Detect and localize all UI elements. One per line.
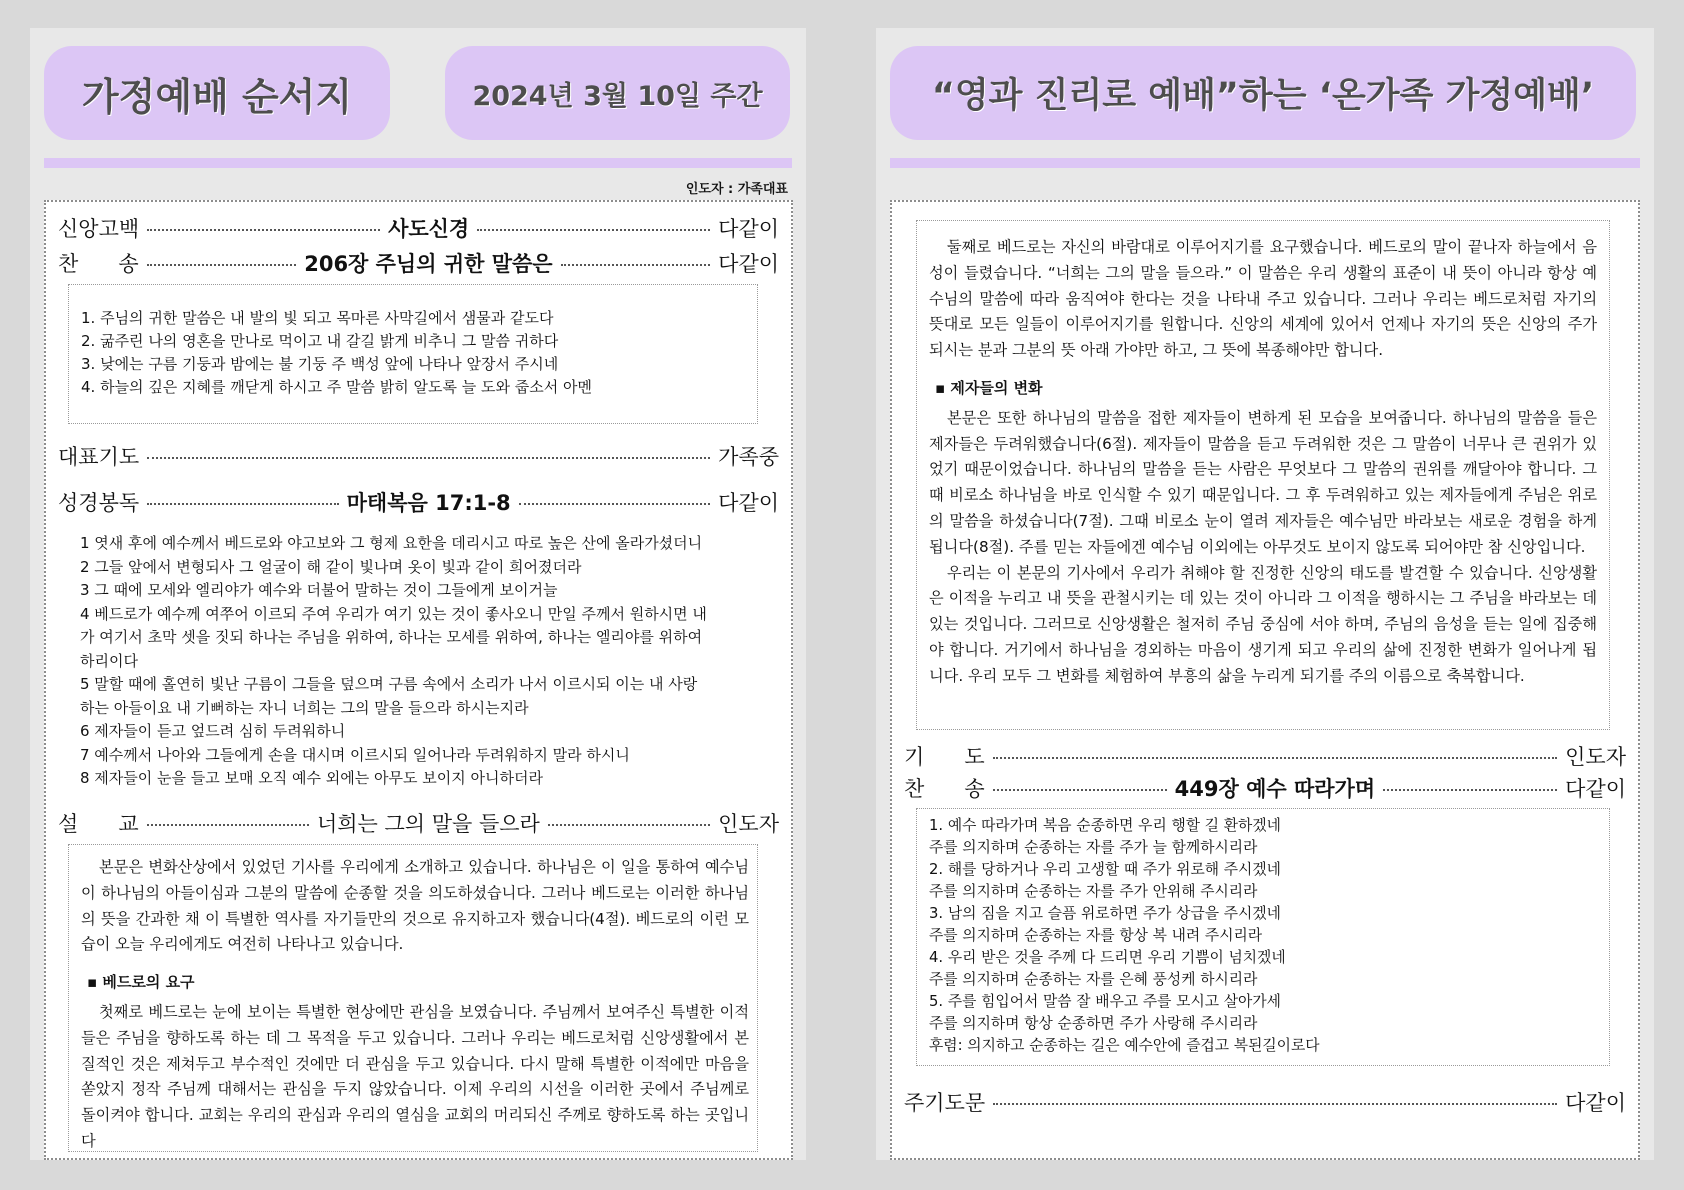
- theme-title: “영과 진리로 예배”하는 ‘온가족 가정예배’: [890, 46, 1636, 140]
- sermon-text-box: [68, 844, 758, 1152]
- order-row-sermon: [58, 807, 779, 839]
- dot-leader: [147, 229, 380, 231]
- order-title: 마태복음 17:1-8: [346, 491, 511, 515]
- order-row-hymn: [904, 772, 1626, 804]
- order-row-prayer: [58, 440, 779, 472]
- right-order-frame: [890, 200, 1640, 1160]
- sermon-intro: 본문은 변화산상에서 있었던 기사를 우리에게 소개하고 있습니다. 하나님은 이 일을 통하여 예수님이 하나님의 아들이심과 그분의 말씀에 순종할 것을 의도하셨습니다. 그러나 베드로는 이러한 하나님의 뜻을 간과한 채 이 특별한 역사를 자기들만의 것으로 유지하고자 했습니다(4절). 베드로의 이런 모습이 오늘 우리에게도 여전히 나타나고 있습니다.: [81, 858, 749, 954]
- order-title: 206장 주님의 귀한 말씀은: [304, 252, 553, 276]
- order-row-lords-prayer: [904, 1086, 1626, 1118]
- verse-line: 6 제자들이 듣고 엎드려 심히 두려워하니: [80, 722, 346, 740]
- dot-leader: [993, 1103, 1557, 1105]
- verse-line: 하리이다: [80, 651, 138, 670]
- order-row-creed: [58, 212, 779, 244]
- verse-line: 가 여기서 초막 셋을 짓되 하나는 주님을 위하여, 하나는 모세를 위하여, 하나는 엘리야를 위하여: [80, 628, 703, 646]
- lyric-line: 2. 굶주린 나의 영혼을 만나로 먹이고 내 갈길 밝게 비추니 그 말씀 귀하다: [81, 332, 559, 350]
- order-label: 찬 송: [58, 252, 139, 276]
- lyric-line: 1. 예수 따라가며 복음 순종하면 우리 행할 길 환하겠네: [929, 817, 1281, 834]
- order-label: 대표기도: [58, 445, 140, 469]
- verse-line: 5 말할 때에 홀연히 빛난 구름이 그들을 덮으며 구름 속에서 소리가 나서 이르시되 이는 내 사랑: [80, 675, 698, 693]
- dot-leader: [993, 757, 1558, 759]
- sermon-continued-box: [916, 220, 1610, 730]
- dot-leader: [993, 789, 1167, 791]
- verse-line: 4 베드로가 예수께 여쭈어 이르되 주여 우리가 여기 있는 것이 좋사오니 만일 주께서 원하시면 내: [80, 604, 707, 623]
- order-who: 다같이: [718, 491, 780, 515]
- dot-leader: [548, 824, 710, 826]
- verse-line: 8 제자들이 눈을 들고 보매 오직 예수 외에는 아무도 보이지 아니하더라: [80, 769, 543, 787]
- lyric-line: 주를 의지하며 순종하는 자를 은혜 풍성케 하시리라: [929, 971, 1258, 988]
- verse-line: 2 그들 앞에서 변형되사 그 얼굴이 해 같이 빛나며 옷이 빛과 같이 희어졌더라: [80, 557, 582, 576]
- left-order-frame: [44, 200, 793, 1160]
- order-title: 너희는 그의 말을 들으라: [316, 812, 540, 836]
- order-row-hymn: [58, 247, 779, 279]
- order-who: 다같이: [1565, 1091, 1626, 1115]
- sermon-paragraph: 본문은 또한 하나님의 말씀을 접한 제자들이 변하게 된 모습을 보여줍니다. 하나님의 말씀을 들은 제자들은 두려워했습니다(6절). 제자들이 말씀을 듣고 두려워한 것은 그 말씀이 너무나 큰 권위가 있었기 때문이었습니다. 하나님의 말씀을 듣는 사람은 무엇보다 그 말씀의 권위를 깨달아야 합니다. 그때 비로소 하나님을 바로 인식할 수 있기 때문입니다. 그 후 두려워하고 있는 제자들에게 주님은 위로의 말씀을 하셨습니다(7절). 그때 비로소 눈이 열려 제자들은 예수님만 바라보는 새로운 경험을 하게 됩니다(8절). 주를 믿는 자들에겐 예수님 이외에는 아무것도 보이지 않도록 되어야만 참 신앙입니다.: [929, 408, 1597, 556]
- order-title: 사도신경: [388, 217, 470, 241]
- right-page: [876, 28, 1654, 1160]
- dot-leader: [561, 264, 711, 266]
- title-rule: [890, 158, 1640, 168]
- dot-leader: [477, 229, 710, 231]
- lyric-line: 주를 의지하며 항상 순종하면 주가 사랑해 주시리라: [929, 1015, 1258, 1032]
- verse-line: 하는 아들이요 내 기뻐하는 자니 너희는 그의 말을 들으라 하시는지라: [80, 698, 529, 717]
- bulletin-title: 가정예배 순서지: [44, 46, 390, 140]
- lyric-line: 주를 의지하며 순종하는 자를 주가 늘 함께하시리라: [929, 839, 1258, 856]
- leader-line: 인도자 : 가족대표: [685, 182, 788, 197]
- dot-leader: [147, 457, 710, 459]
- order-who: 가족중: [718, 445, 779, 469]
- hymn-lyrics-box: [68, 284, 758, 424]
- sermon-paragraph: 우리는 이 본문의 기사에서 우리가 취해야 할 진정한 신앙의 태도를 발견할 수 있습니다. 신앙생활은 이적을 누리고 내 뜻을 관철시키는 데 있는 것이 아니라 그 이적을 행하시는 그 주님을 바라보는 데 있는 것입니다. 그러므로 신앙생활은 철저히 주님 중심에 서야 하며, 주님의 음성을 듣는 일에 집중해야 합니다. 거기에서 하나님을 경외하는 마음이 생기게 되고 우리의 삶에 진정한 변화가 일어나게 됩니다. 우리 모두 그 변화를 체험하여 부흥의 삶을 누리게 되기를 주의 이름으로 축복합니다.: [929, 563, 1597, 685]
- dot-leader: [147, 824, 309, 826]
- order-row-reading: [58, 486, 779, 518]
- title-rule: [44, 158, 792, 168]
- dot-leader: [519, 503, 710, 505]
- lyric-line: 후렴: 의지하고 순종하는 길은 예수안에 즐겁고 복된길이로다: [929, 1037, 1320, 1054]
- hymn-lyrics-box: [916, 808, 1610, 1066]
- lyric-line: 4. 하늘의 깊은 지혜를 깨닫게 하시고 주 말씀 밝히 알도록 늘 도와 줍소서 아멘: [81, 378, 592, 396]
- order-who: 다같이: [718, 252, 780, 276]
- lyric-line: 4. 우리 받은 것을 주께 다 드리면 우리 기쁨이 넘치겠네: [929, 949, 1286, 966]
- sermon-paragraph: 둘째로 베드로는 자신의 바람대로 이루어지기를 요구했습니다. 베드로의 말이 끝나자 하늘에서 음성이 들렸습니다. “너희는 그의 말을 들으라.” 이 말씀은 우리 생활의 표준이 내 뜻이 아니라 항상 예수님의 말씀에 따라 움직여야 한다는 것을 나타내 주고 있습니다. 그러나 우리는 베드로처럼 자기의 뜻대로 모든 일들이 이루어지기를 원합니다. 신앙의 세계에 있어서 언제나 자기의 뜻은 신앙의 주가 되시는 분과 그분의 뜻 아래 가야만 하고, 그 뜻에 복종해야만 합니다.: [929, 238, 1597, 360]
- dot-leader: [147, 503, 338, 505]
- order-label: 주기도문: [904, 1091, 986, 1115]
- order-label: 기 도: [904, 745, 985, 769]
- lyric-line: 2. 해를 당하거나 우리 고생할 때 주가 위로해 주시겠네: [929, 861, 1281, 878]
- lyric-line: 5. 주를 힘입어서 말씀 잘 배우고 주를 모시고 살아가세: [929, 993, 1281, 1010]
- order-who: 다같이: [1565, 777, 1627, 801]
- scripture-verses: [80, 532, 770, 791]
- order-label: 성경봉독: [58, 491, 140, 515]
- left-page: [30, 28, 806, 1160]
- section-heading: ▪ 베드로의 요구: [87, 973, 195, 992]
- order-label: 설 교: [58, 812, 139, 836]
- verse-line: 1 엿새 후에 예수께서 베드로와 야고보와 그 형제 요한을 데리시고 따로 높은 산에 올라가셨더니: [80, 534, 703, 552]
- lyric-line: 1. 주님의 귀한 말씀은 내 발의 빛 되고 목마른 사막길에서 샘물과 같도다: [81, 309, 554, 327]
- lyric-line: 주를 의지하며 순종하는 자를 항상 복 내려 주시리라: [929, 927, 1263, 944]
- order-label: 신앙고백: [58, 217, 140, 241]
- section-heading: ▪ 제자들의 변화: [935, 378, 1043, 397]
- order-label: 찬 송: [904, 777, 985, 801]
- lyric-line: 3. 남의 짐을 지고 슬픔 위로하면 주가 상급을 주시겠네: [929, 905, 1281, 922]
- lyric-line: 3. 낮에는 구름 기둥과 밤에는 불 기둥 주 백성 앞에 나타나 앞장서 주시네: [81, 355, 559, 373]
- order-row-prayer: [904, 740, 1626, 772]
- dot-leader: [1383, 789, 1557, 791]
- order-who: 인도자: [1565, 745, 1626, 769]
- lyric-line: 주를 의지하며 순종하는 자를 주가 안위해 주시리라: [929, 883, 1258, 900]
- section-body: 첫째로 베드로는 눈에 보이는 특별한 현상에만 관심을 보였습니다. 주님께서 보여주신 특별한 이적들은 주님을 향하도록 하는 데 그 목적을 두고 있습니다. 그러나 우리는 베드로처럼 신앙생활에서 본질적인 것은 제쳐두고 부수적인 것에만 더 관심을 두고 있습니다. 다시 말해 특별한 이적에만 마음을 쏟았지 정작 주님께 대해서는 관심을 두지 않았습니다. 이제 우리의 시선을 이러한 곳에서 주님께로 돌이켜야 합니다. 교회는 우리의 관심과 우리의 열심을 교회의 머리되신 주께로 향하도록 하는 곳입니다: [81, 1002, 749, 1150]
- order-title: 449장 예수 따라가며: [1174, 777, 1376, 801]
- verse-line: 3 그 때에 모세와 엘리야가 예수와 더불어 말하는 것이 그들에게 보이거늘: [80, 581, 558, 599]
- dot-leader: [147, 264, 297, 266]
- bulletin-date: 2024년 3월 10일 주간: [445, 46, 790, 140]
- verse-line: 7 예수께서 나아와 그들에게 손을 대시며 이르시되 일어나라 두려워하지 말라 하시니: [80, 745, 630, 764]
- order-who: 인도자: [718, 812, 779, 836]
- order-who: 다같이: [718, 217, 780, 241]
